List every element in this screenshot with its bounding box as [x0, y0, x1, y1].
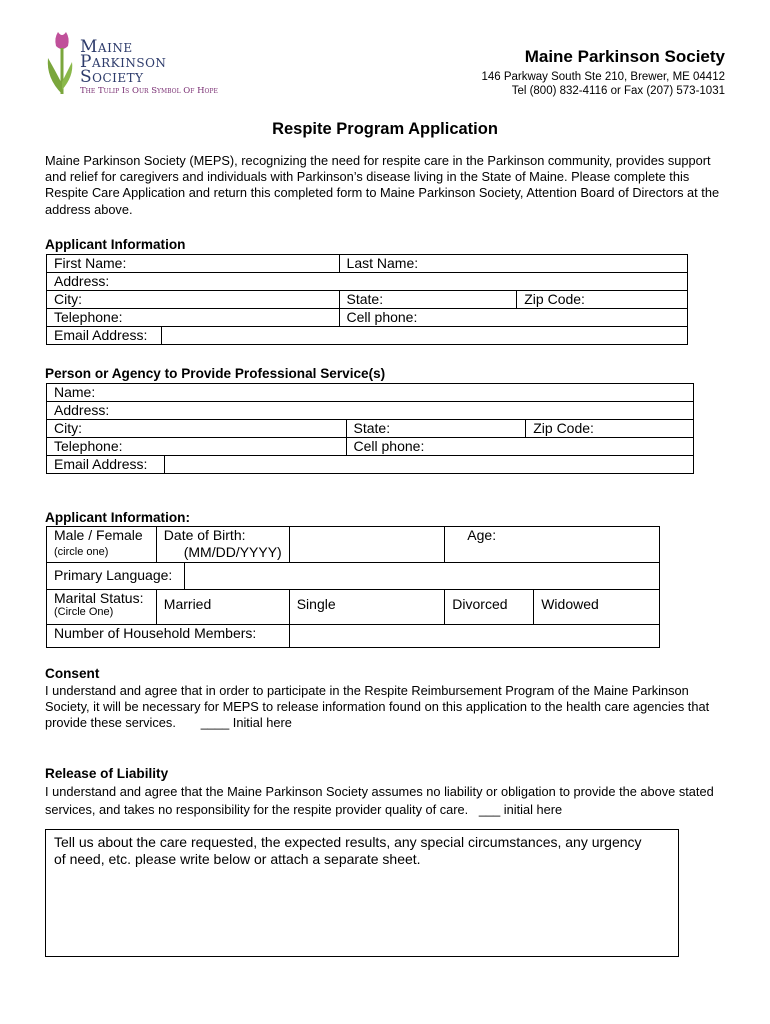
marital-cell	[47, 590, 157, 625]
consent-text: I understand and agree that in order to participate in the Respite Reimbursement Program of the Maine Parkinson Society, it will be necessary for MEPS to release information found on this application to the health care agencies that provide these services. ____ Initial here	[45, 683, 710, 731]
liability-text: I understand and agree that the Maine Parkinson Society assumes no liability or obligation to provide the above stated services, and takes no responsibility for the respite provider quality of care. ___ initial here	[45, 784, 714, 817]
care-prompt: Tell us about the care requested, the expected results, any special circumstances, any urgency of need, etc. please write below or attach a separate sheet.	[54, 834, 642, 867]
widowed-option[interactable]: Widowed	[534, 590, 660, 625]
email-label: Email Address:	[47, 327, 162, 345]
provider-cell-field[interactable]: Cell phone:	[346, 438, 693, 456]
sex-label: Male / Female	[54, 527, 143, 543]
circle-one-note: (circle one)	[54, 546, 109, 558]
household-field[interactable]	[289, 625, 659, 648]
dob-format: (MM/DD/YYYY)	[183, 544, 282, 560]
applicant-heading: Applicant Information	[45, 237, 186, 252]
state-field[interactable]: State:	[339, 291, 517, 309]
address-field[interactable]: Address:	[47, 273, 688, 291]
consent-heading: Consent	[45, 666, 100, 681]
liability-initial[interactable]: ___ initial here	[478, 802, 563, 817]
marital-label: Marital Status:	[54, 590, 144, 606]
dob-value-field[interactable]	[289, 527, 445, 563]
provider-address-field[interactable]: Address:	[47, 402, 694, 420]
provider-name-field[interactable]: Name:	[47, 384, 694, 402]
applicant-table	[46, 254, 688, 345]
page-title: Respite Program Application	[272, 120, 498, 138]
org-phone: Tel (800) 832-4116 or Fax (207) 573-1031	[511, 85, 725, 97]
liability-heading: Release of Liability	[45, 766, 169, 781]
provider-email-label: Email Address:	[47, 456, 165, 474]
provider-table	[46, 383, 694, 474]
language-label: Primary Language:	[47, 563, 185, 589]
org-name: Maine Parkinson Society	[524, 47, 725, 66]
tulip-logo-icon	[42, 28, 82, 100]
zip-field[interactable]: Zip Code:	[517, 291, 688, 309]
household-label: Number of Household Members:	[47, 625, 290, 648]
logo-tagline: The Tulip Is Our Symbol Of Hope	[80, 86, 218, 96]
provider-email-field[interactable]	[164, 456, 693, 474]
city-field[interactable]: City:	[47, 291, 340, 309]
logo-wordmark: Maine Parkinson Society	[80, 37, 167, 87]
provider-city-field[interactable]: City:	[47, 420, 347, 438]
dob-cell[interactable]	[156, 527, 289, 563]
first-name-field[interactable]: First Name:	[47, 255, 340, 273]
language-row	[47, 563, 660, 590]
circle-one-note-2: (Circle One)	[54, 606, 114, 618]
provider-heading: Person or Agency to Provide Professional Service(s)	[45, 366, 386, 381]
consent-initial[interactable]: ____ Initial here	[200, 715, 292, 731]
provider-telephone-field[interactable]: Telephone:	[47, 438, 347, 456]
cell-field[interactable]: Cell phone:	[339, 309, 687, 327]
org-address-block	[481, 70, 725, 98]
provider-state-field[interactable]: State:	[346, 420, 526, 438]
care-description-box[interactable]	[45, 829, 679, 957]
dob-label: Date of Birth:	[163, 527, 246, 543]
telephone-field[interactable]: Telephone:	[47, 309, 340, 327]
last-name-field[interactable]: Last Name:	[339, 255, 687, 273]
applicant2-heading: Applicant Information:	[45, 510, 190, 525]
language-field[interactable]	[185, 563, 659, 589]
divorced-option[interactable]: Divorced	[445, 590, 534, 625]
email-field[interactable]	[161, 327, 687, 345]
intro-paragraph: Maine Parkinson Society (MEPS), recognizing the need for respite care in the Parkinson community, provides support and relief for caregivers and individuals with Parkinson’s disease living in the State of Maine. Please complete this Respite Care Application and return this completed form to Maine Parkinson Society, Attention Board of Directors at the address above.	[45, 153, 720, 217]
single-option[interactable]: Single	[289, 590, 445, 625]
org-address: 146 Parkway South Ste 210, Brewer, ME 04412	[481, 71, 725, 83]
married-option[interactable]: Married	[156, 590, 289, 625]
sex-cell[interactable]	[47, 527, 157, 563]
provider-zip-field[interactable]: Zip Code:	[526, 420, 694, 438]
age-field[interactable]: Age:	[445, 527, 660, 563]
applicant2-table	[46, 526, 660, 648]
